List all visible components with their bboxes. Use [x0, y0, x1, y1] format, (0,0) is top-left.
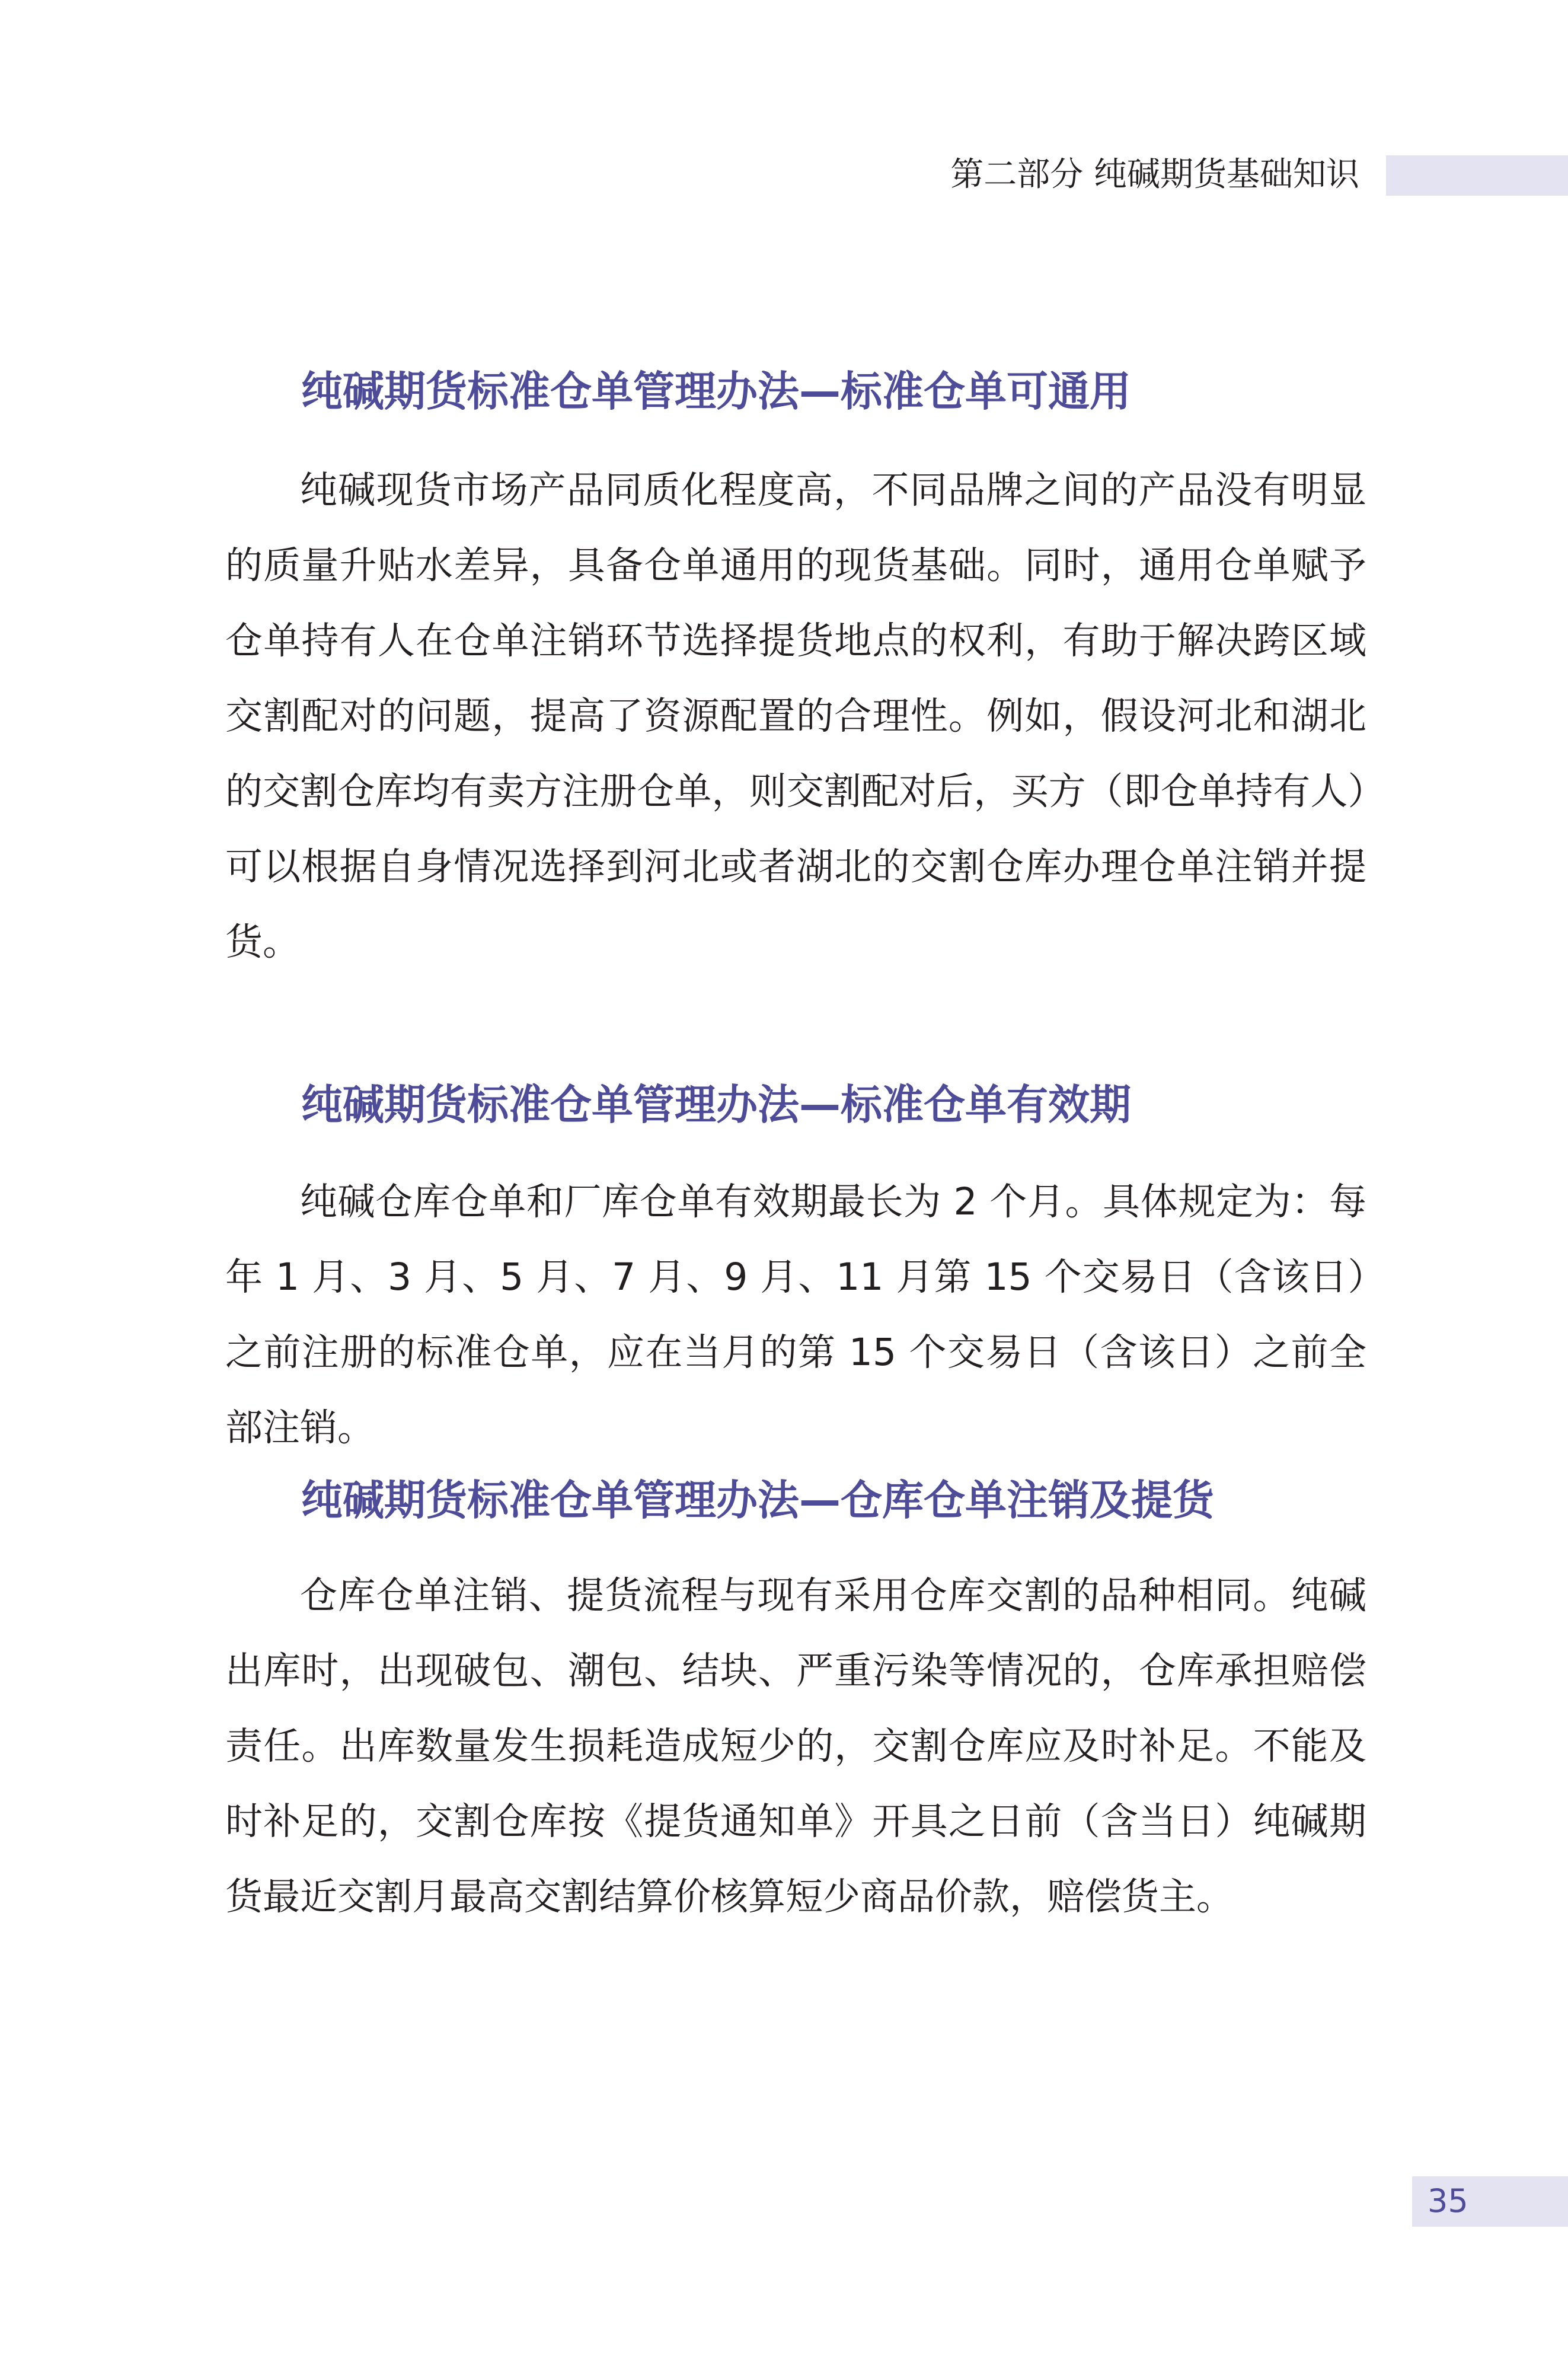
running-header-bar: [1386, 155, 1568, 196]
page-number: 35: [1428, 2182, 1468, 2220]
section-body-receipt-validity: 纯碱仓库仓单和厂库仓单有效期最长为 2 个月。具体规定为：每年 1 月、3 月、5 月、7 月、9 月、11 月第 15 个交易日（含该日）之前注册的标准仓单，应在当月的第 15 个交易日（含该日）之前全部注销。: [225, 1180, 1366, 1449]
section-heading-warehouse-cancellation: 纯碱期货标准仓单管理办法—仓库仓单注销及提货: [301, 1476, 1214, 1525]
section-body-warehouse-cancellation: 仓库仓单注销、提货流程与现有采用仓库交割的品种相同。纯碱出库时，出现破包、潮包、结块、严重污染等情况的，仓库承担赔偿责任。出库数量发生损耗造成短少的，交割仓库应及时补足。不能及时补足的，交割仓库按《提货通知单》开具之日前（含当日）纯碱期货最近交割月最高交割结算价核算短少商品价款，赔偿货主。: [225, 1574, 1366, 1918]
section-body-universal-receipt: 纯碱现货市场产品同质化程度高，不同品牌之间的产品没有明显的质量升贴水差异，具备仓单通用的现货基础。同时，通用仓单赋予仓单持有人在仓单注销环节选择提货地点的权利，有助于解决跨区域交割配对的问题，提高了资源配置的合理性。例如，假设河北和湖北的交割仓库均有卖方注册仓单，则交割配对后，买方（即仓单持有人）可以根据自身情况选择到河北或者湖北的交割仓库办理仓单注销并提货。: [225, 468, 1366, 964]
running-header-title: 第二部分 纯碱期货基础知识: [950, 155, 1359, 194]
section-heading-receipt-validity: 纯碱期货标准仓单管理办法—标准仓单有效期: [301, 1080, 1131, 1129]
section-heading-universal-receipt: 纯碱期货标准仓单管理办法—标准仓单可通用: [301, 367, 1131, 416]
